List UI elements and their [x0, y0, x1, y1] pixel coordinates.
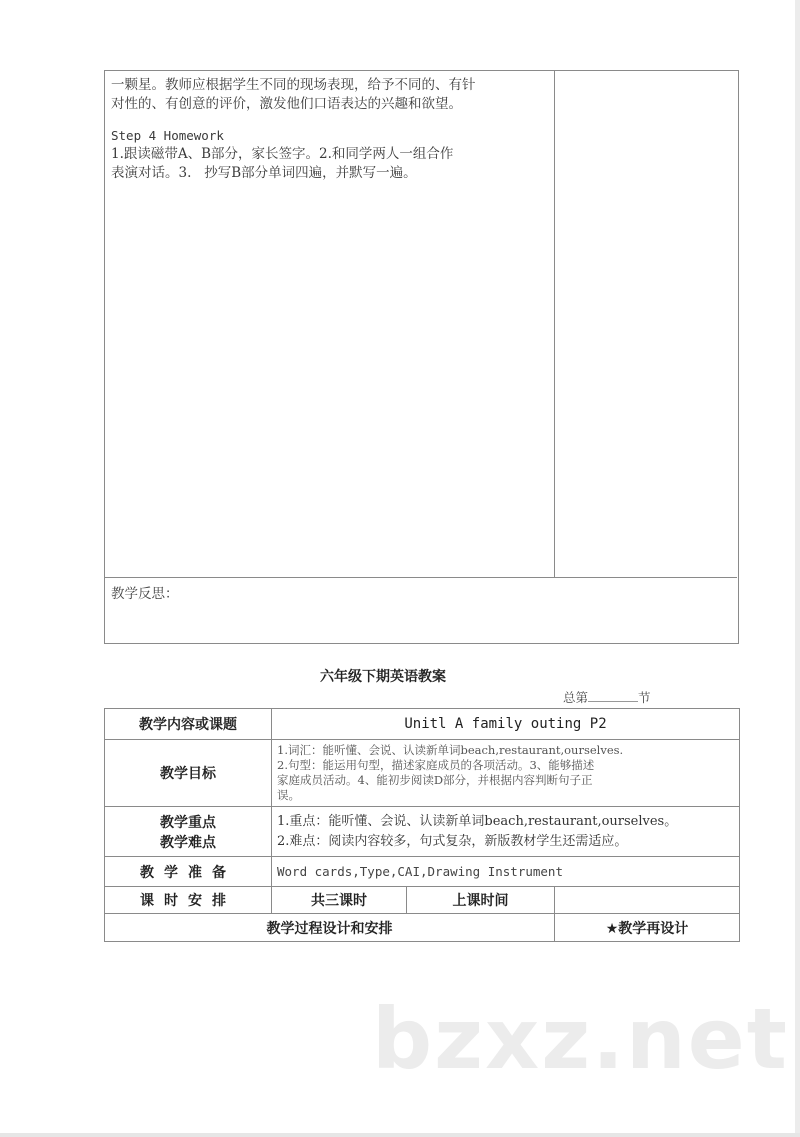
- goal-line: 家庭成员活动。4、能初步阅读D部分，并根据内容判断句子正: [277, 773, 593, 787]
- key-points-label-1: 教学重点: [160, 814, 216, 831]
- preparation-label: 教学准备: [105, 857, 272, 887]
- page-edge: [795, 0, 800, 1137]
- key-point-line: 1.重点：能听懂、会说、认读新单词beach,restaurant,ourselves。: [277, 813, 678, 829]
- schedule-hours: 共三课时: [272, 887, 407, 914]
- lesson-count-suffix: 节: [638, 690, 651, 705]
- topic-value: Unitl A family outing P2: [272, 709, 740, 740]
- evaluation-line: 一颗星。教师应根据学生不同的现场表现，给予不同的、有针: [111, 77, 476, 93]
- goal-line: 误。: [277, 788, 300, 802]
- key-points-row: [105, 807, 740, 857]
- evaluation-line: 对性的、有创意的评价，激发他们口语表达的兴趣和欲望。: [111, 96, 462, 112]
- continuation-table: [104, 70, 739, 644]
- homework-line: 1.跟读磁带A、B部分，家长签字。2.和同学两人一组合作: [111, 146, 454, 162]
- preparation-value: Word cards,Type,CAI,Drawing Instrument: [272, 857, 740, 887]
- watermark: bzxz.net: [372, 990, 789, 1088]
- process-row: [105, 914, 740, 942]
- difficult-point-line: 2.难点：阅读内容较多，句式复杂，新版教材学生还需适应。: [277, 833, 628, 849]
- class-time-label: 上课时间: [407, 887, 555, 914]
- schedule-label: 课时安排: [105, 887, 272, 914]
- teaching-process-cell: [105, 71, 555, 578]
- schedule-row: [105, 887, 740, 914]
- redesign-cell: [555, 71, 737, 578]
- goals-label: 教学目标: [105, 740, 272, 807]
- lesson-count: [563, 688, 651, 706]
- key-points-value: [272, 807, 740, 857]
- goals-row: [105, 740, 740, 807]
- goal-line: 1.词汇：能听懂、会说、认读新单词beach,restaurant,ourselves.: [277, 743, 624, 757]
- topic-label: 教学内容或课题: [105, 709, 272, 740]
- page-edge: [0, 1133, 800, 1137]
- homework-heading: Step 4 Homework: [111, 128, 224, 143]
- reflection-label: 教学反思：: [111, 586, 179, 602]
- preparation-row: [105, 857, 740, 887]
- goal-line: 2.句型：能运用句型，描述家庭成员的各项活动。3、能够描述: [277, 758, 595, 772]
- topic-row: [105, 709, 740, 740]
- reflection-cell: [105, 578, 737, 642]
- key-points-label-2: 教学难点: [160, 834, 216, 851]
- process-label: 教学过程设计和安排: [105, 914, 555, 942]
- lesson-count-blank[interactable]: [588, 692, 638, 702]
- document-title: 六年级下期英语教案: [320, 669, 446, 685]
- redesign-label: ★教学再设计: [555, 914, 740, 942]
- class-time-value[interactable]: [555, 887, 740, 914]
- key-points-label: [105, 807, 272, 857]
- lesson-plan-table: [104, 708, 740, 942]
- goals-value: [272, 740, 740, 807]
- lesson-count-prefix: 总第: [563, 690, 589, 705]
- homework-line: 表演对话。3. 抄写B部分单词四遍，并默写一遍。: [111, 165, 417, 181]
